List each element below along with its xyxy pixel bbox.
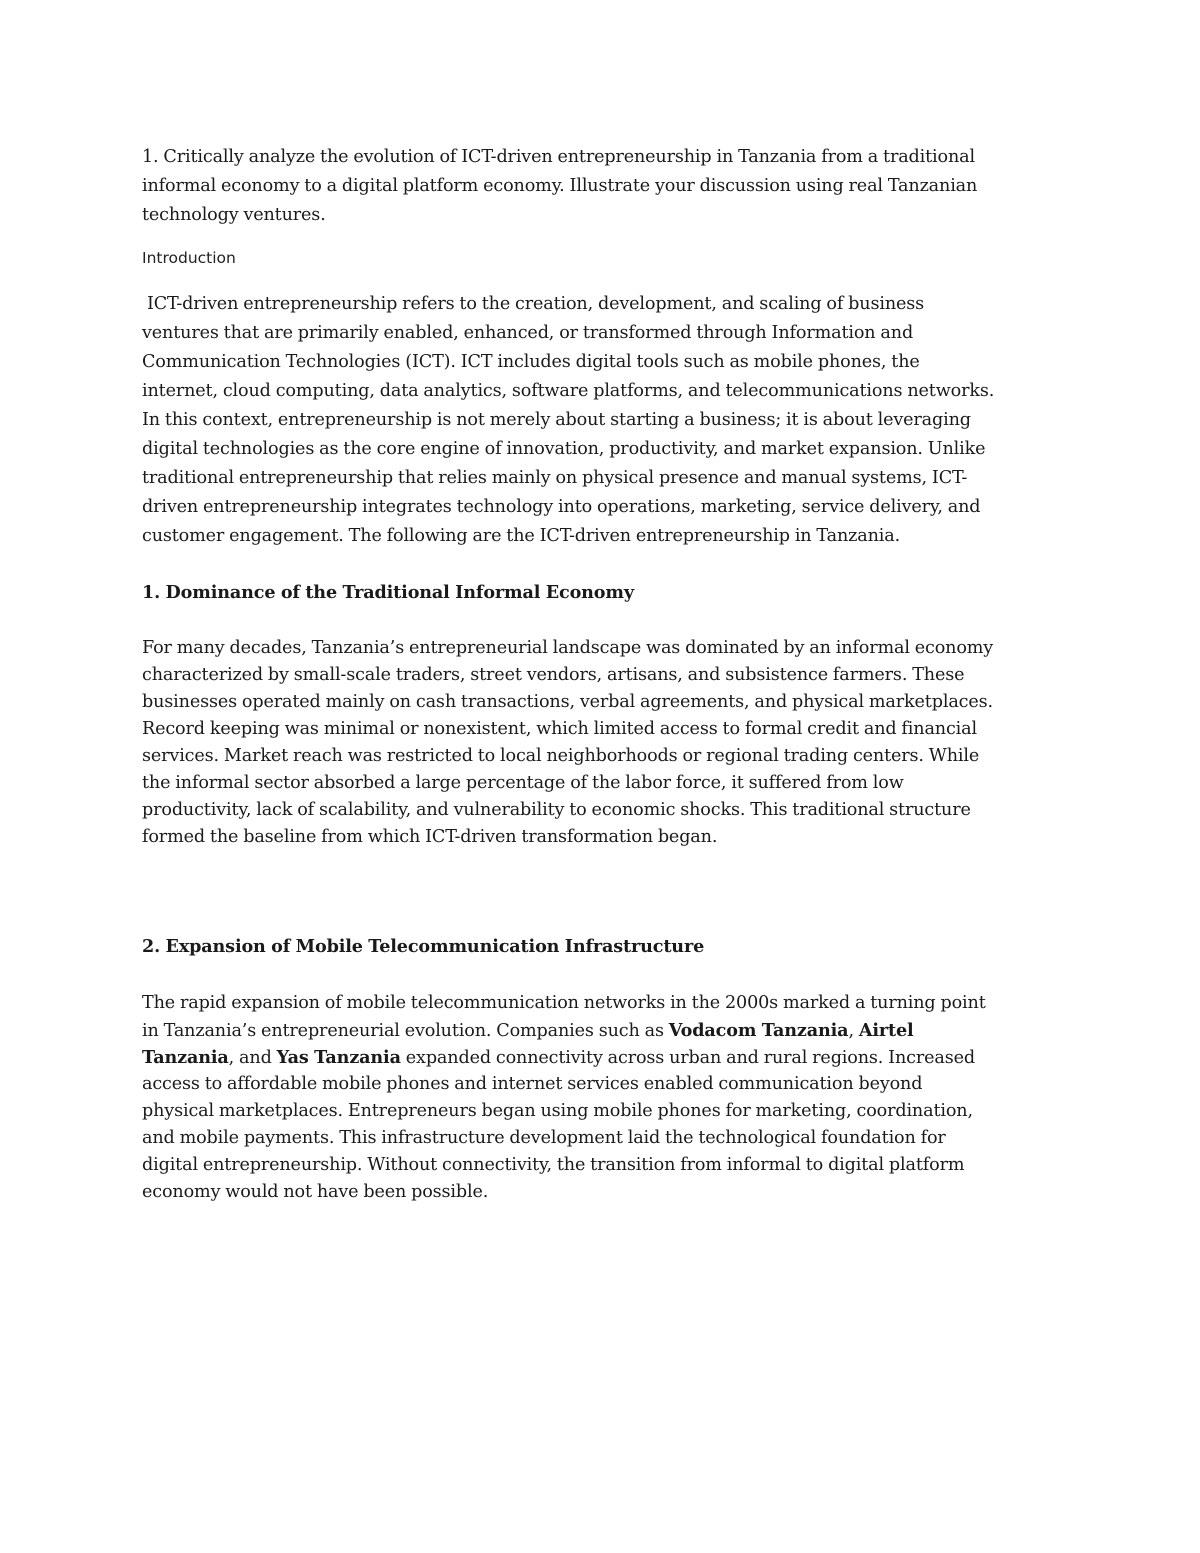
section-2-line-3 bbox=[142, 1044, 975, 1072]
intro-line-4: internet, cloud computing, data analytics, software platforms, and telecommunications networks. bbox=[142, 381, 995, 401]
section-1-heading: 1. Dominance of the Traditional Informal Economy bbox=[142, 582, 634, 603]
section-2-line-5: physical marketplaces. Entrepreneurs began using mobile phones for marketing, coordination, bbox=[142, 1101, 973, 1121]
section-1-line-3: businesses operated mainly on cash transactions, verbal agreements, and physical marketplaces. bbox=[142, 692, 993, 712]
section-2-line-7: digital entrepreneurship. Without connectivity, the transition from informal to digital platform bbox=[142, 1155, 965, 1175]
section-1-line-4: Record keeping was minimal or nonexistent, which limited access to formal credit and financial bbox=[142, 719, 977, 739]
section-1-line-6: the informal sector absorbed a large percentage of the labor force, it suffered from low bbox=[142, 773, 904, 793]
section-2-line-6: and mobile payments. This infrastructure development laid the technological foundation for bbox=[142, 1128, 946, 1148]
intro-line-6: digital technologies as the core engine of innovation, productivity, and market expansion. Unlike bbox=[142, 439, 986, 459]
intro-line-8: driven entrepreneurship integrates technology into operations, marketing, service delivery, and bbox=[142, 497, 981, 517]
introduction-label: Introduction bbox=[142, 249, 236, 267]
intro-line-7: traditional entrepreneurship that relies mainly on physical presence and manual systems, ICT- bbox=[142, 468, 968, 488]
intro-line-9: customer engagement. The following are the ICT-driven entrepreneurship in Tanzania. bbox=[142, 526, 901, 546]
question-line-3: technology ventures. bbox=[142, 205, 326, 225]
intro-line-3: Communication Technologies (ICT). ICT includes digital tools such as mobile phones, the bbox=[142, 352, 920, 372]
section-2-line-2 bbox=[142, 1017, 914, 1045]
section-1-line-5: services. Market reach was restricted to local neighborhoods or regional trading centers. While bbox=[142, 746, 980, 766]
section-1-line-2: characterized by small-scale traders, street vendors, artisans, and subsistence farmers. These bbox=[142, 665, 965, 685]
section-2-heading: 2. Expansion of Mobile Telecommunication Infrastructure bbox=[142, 936, 705, 957]
section-2-line-4: access to affordable mobile phones and internet services enabled communication beyond bbox=[142, 1074, 923, 1094]
intro-line-2: ventures that are primarily enabled, enhanced, or transformed through Information and bbox=[142, 323, 914, 343]
section-2-line-2-text: in Tanzania’s entrepreneurial evolution. Companies such as bbox=[142, 1021, 669, 1041]
question-line-2: informal economy to a digital platform economy. Illustrate your discussion using real Tanzanian bbox=[142, 176, 978, 196]
section-1-line-8: formed the baseline from which ICT-driven transformation began. bbox=[142, 827, 718, 847]
company-yas: Yas Tanzania bbox=[276, 1047, 401, 1068]
company-vodacom: Vodacom Tanzania bbox=[668, 1020, 849, 1041]
section-1-line-1: For many decades, Tanzania’s entrepreneurial landscape was dominated by an informal economy bbox=[142, 638, 994, 658]
section-2-line-8: economy would not have been possible. bbox=[142, 1182, 489, 1202]
intro-line-1: ICT-driven entrepreneurship refers to the creation, development, and scaling of business bbox=[142, 294, 925, 314]
section-2-line-1: The rapid expansion of mobile telecommunication networks in the 2000s marked a turning point bbox=[142, 993, 986, 1013]
intro-line-5: In this context, entrepreneurship is not merely about starting a business; it is about leveraging bbox=[142, 410, 971, 430]
company-airtel-part-1: Airtel bbox=[858, 1020, 914, 1041]
question-line-1: 1. Critically analyze the evolution of ICT-driven entrepreneurship in Tanzania from a traditional bbox=[142, 147, 975, 167]
company-airtel-part-2: Tanzania bbox=[142, 1047, 229, 1068]
section-2-line-3-mid: , and bbox=[228, 1048, 277, 1068]
section-2-line-3-end: expanded connectivity across urban and rural regions. Increased bbox=[400, 1048, 975, 1068]
section-1-line-7: productivity, lack of scalability, and vulnerability to economic shocks. This traditional structure bbox=[142, 800, 971, 820]
comma-separator: , bbox=[848, 1021, 859, 1041]
